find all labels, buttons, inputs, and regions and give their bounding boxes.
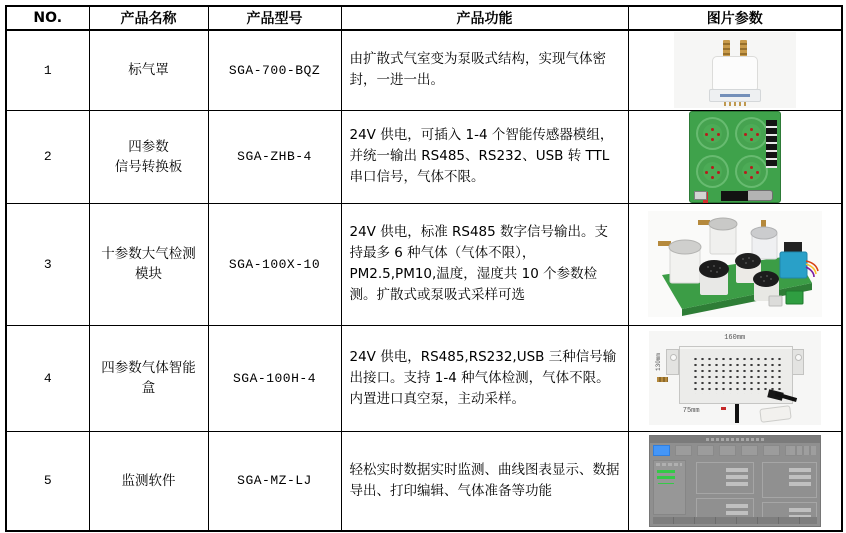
- red-led: [721, 407, 726, 410]
- toolbar-button: [719, 445, 736, 456]
- product-name-line: 模块: [135, 266, 162, 282]
- converter-board-photo: [689, 111, 781, 203]
- hood-body: [712, 56, 758, 90]
- table-row: [6, 431, 842, 531]
- monitoring-software-screenshot: [649, 435, 821, 527]
- product-name-line: 标气罩: [128, 62, 169, 79]
- app-statusbar: [653, 517, 817, 524]
- toolbar-button-active: [653, 445, 670, 456]
- row-number: 5: [6, 431, 89, 531]
- product-name: [89, 431, 208, 531]
- product-model: SGA-700-BQZ: [208, 30, 341, 110]
- power-cable: [735, 404, 739, 423]
- toolbar-button: [675, 445, 692, 456]
- table-row: [6, 325, 842, 431]
- row-number: 1: [6, 30, 89, 110]
- sensor-socket: [735, 155, 768, 188]
- col-header-model: 产品型号: [208, 6, 341, 30]
- form-fields: [726, 468, 748, 472]
- product-model: SGA-100X-10: [208, 203, 341, 325]
- hood-pins: [724, 102, 746, 106]
- product-function: 24V 供电，RS485,RS232,USB 三种信号输出接口。支持 1-4 种气体检测，气体不限。内置进口真空泵，主动采样。: [341, 325, 628, 431]
- toolbar-button: [697, 445, 714, 456]
- product-name-line: 信号转换板: [114, 158, 183, 175]
- table-row: [6, 203, 842, 325]
- product-name: [89, 325, 208, 431]
- table-row: [6, 110, 842, 203]
- product-name-line: 四参数: [128, 138, 169, 155]
- toolbar-button: [763, 445, 780, 456]
- terminal-block: [766, 120, 777, 168]
- product-name-line: 四参数气体智能: [101, 360, 196, 376]
- product-photo-cell: [628, 30, 842, 110]
- usb-port: [694, 191, 707, 200]
- product-name-line: 十参数大气检测: [101, 246, 196, 262]
- smart-gas-box-photo: [649, 331, 821, 425]
- product-name-line: 监测软件: [121, 472, 176, 489]
- col-header-function: 产品功能: [341, 6, 628, 30]
- hood-label: [720, 94, 750, 97]
- row-number: 4: [6, 325, 89, 431]
- group-panel: [762, 462, 817, 498]
- sensor-socket: [696, 155, 729, 188]
- col-header-image: 图片参数: [628, 6, 842, 30]
- app-toolbar: [653, 445, 802, 457]
- product-photo-cell: [628, 110, 842, 203]
- toolbar-button: [741, 445, 758, 456]
- product-model: SGA-ZHB-4: [208, 110, 341, 203]
- db9-connector: [759, 405, 791, 423]
- brass-fitting-icon: [723, 40, 730, 57]
- sensor-socket: [735, 117, 768, 150]
- group-panel: [696, 462, 754, 494]
- brass-fitting-icon: [740, 40, 747, 57]
- dimension-label-bottom: 75mm: [682, 407, 700, 415]
- product-photo-cell: [628, 325, 842, 431]
- toolbar-small-buttons: [790, 446, 816, 455]
- product-photo-cell: [628, 203, 842, 325]
- product-name-line: 盒: [141, 380, 156, 396]
- product-function: 24V 供电，可插入 1-4 个智能传感器模组，并统一输出 RS485、RS232、USB 转 TTL 串口信号，气体不限。: [341, 110, 628, 203]
- form-fields: [726, 504, 748, 508]
- air-detection-module-photo: [648, 211, 822, 317]
- product-function: 24V 供电，标准 RS485 数字信号输出。支持最多 6 种气体（气体不限），PM2.5,PM10,温度，湿度共 10 个参数检测。扩散式或泵吸式采样可选: [341, 203, 628, 325]
- mounting-bracket: [666, 349, 679, 375]
- form-fields: [789, 468, 811, 472]
- dimension-label-top: 160mm: [724, 334, 746, 342]
- form-fields: [789, 508, 811, 512]
- app-sidebar: [653, 460, 686, 515]
- row-number: 2: [6, 110, 89, 203]
- black-connector: [721, 191, 748, 201]
- col-header-name: 产品名称: [89, 6, 208, 30]
- product-function: 由扩散式气室变为泵吸式结构，实现气体密封，一进一出。: [341, 30, 628, 110]
- product-model: SGA-100H-4: [208, 325, 341, 431]
- table-row: [6, 30, 842, 110]
- col-header-no: NO.: [6, 6, 89, 30]
- sensor-socket: [696, 117, 729, 150]
- product-name: [89, 203, 208, 325]
- brass-fitting-icon: [657, 377, 668, 382]
- header-row: [6, 6, 842, 30]
- product-name: [89, 110, 208, 203]
- product-name: [89, 30, 208, 110]
- app-titlebar: [650, 436, 820, 443]
- product-spec-table: [5, 5, 843, 532]
- product-photo-cell: [628, 431, 842, 531]
- product-function: 轻松实时数据实时监测、曲线图表显示、数据导出、打印编辑、气体准备等功能: [341, 431, 628, 531]
- db9-connector: [746, 190, 773, 201]
- gas-hood-photo: [674, 32, 796, 108]
- product-model: SGA-MZ-LJ: [208, 431, 341, 531]
- dimension-label-left: 130mm: [654, 352, 662, 371]
- row-number: 3: [6, 203, 89, 325]
